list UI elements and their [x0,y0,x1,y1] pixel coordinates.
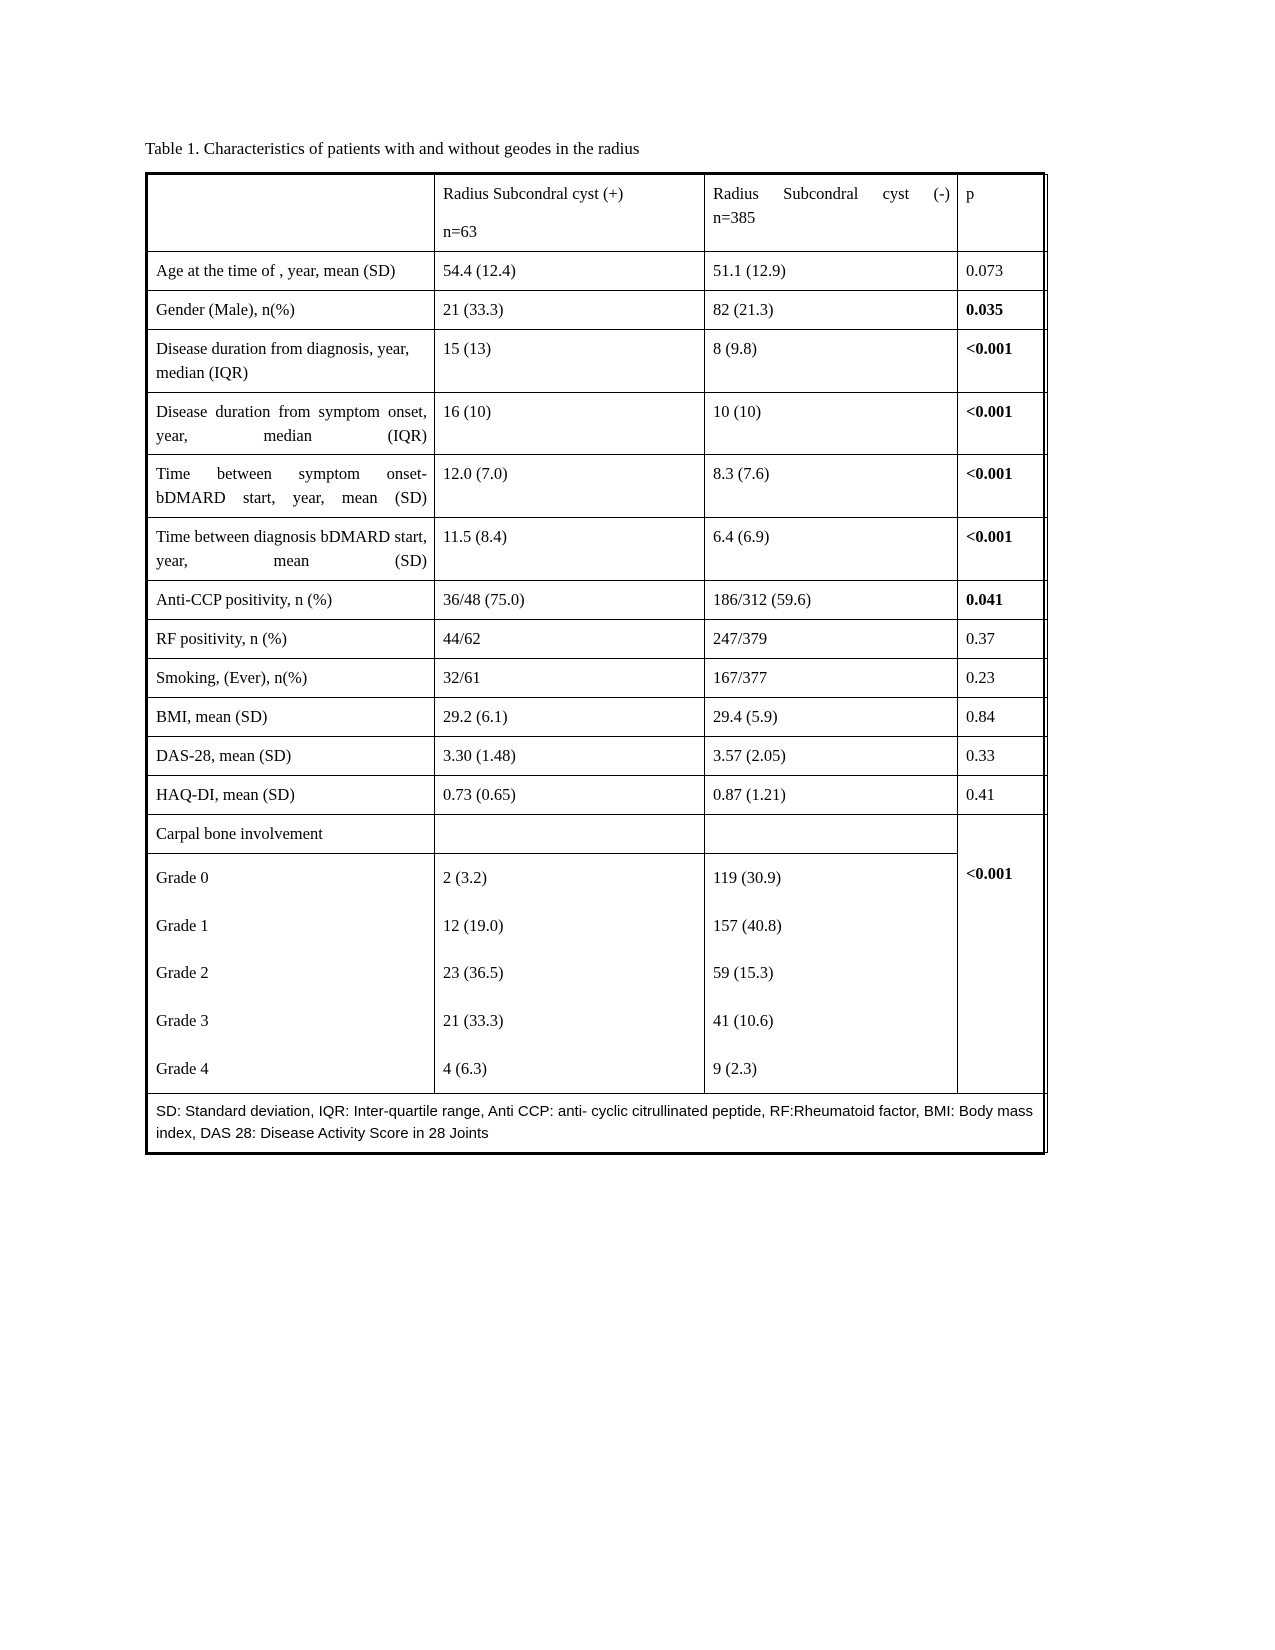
carpal-grade-neg: 9 (2.3) [705,1045,958,1093]
carpal-p-value: <0.001 [958,814,1048,1094]
cell-p-value: 0.41 [958,775,1048,814]
cell-p-value: <0.001 [958,392,1048,455]
cell-cyst-negative: 29.4 (5.9) [705,697,958,736]
table-row [148,659,1048,698]
carpal-grade-row [148,853,1048,901]
cell-cyst-positive: 16 (10) [435,392,705,455]
row-label: Smoking, (Ever), n(%) [148,659,435,698]
carpal-grade-neg: 119 (30.9) [705,853,958,901]
carpal-grade-neg: 41 (10.6) [705,997,958,1045]
carpal-grade-row [148,902,1048,950]
header-p-cell: p [958,175,1048,252]
row-label: Disease duration from symptom onset, year, median (IQR) [148,392,435,455]
table-row [148,620,1048,659]
cell-cyst-negative: 6.4 (6.9) [705,518,958,581]
cell-p-value: 0.33 [958,736,1048,775]
cell-cyst-negative: 8 (9.8) [705,329,958,392]
header-negative-count: n=385 [713,208,756,228]
cell-p-value: 0.041 [958,581,1048,620]
table-row [148,455,1048,518]
cell-p-value: 0.035 [958,290,1048,329]
cell-p-value: 0.23 [958,659,1048,698]
carpal-title-neg-blank [705,814,958,853]
cell-p-value: <0.001 [958,329,1048,392]
cell-cyst-negative: 186/312 (59.6) [705,581,958,620]
carpal-title-row [148,814,1048,853]
cell-cyst-negative: 247/379 [705,620,958,659]
cell-cyst-positive: 21 (33.3) [435,290,705,329]
table-header-row [148,175,1048,252]
carpal-grade-row [148,949,1048,997]
cell-cyst-negative: 82 (21.3) [705,290,958,329]
cell-cyst-positive: 54.4 (12.4) [435,251,705,290]
cell-cyst-negative: 3.57 (2.05) [705,736,958,775]
cell-cyst-positive: 15 (13) [435,329,705,392]
table-row [148,581,1048,620]
cell-cyst-positive: 36/48 (75.0) [435,581,705,620]
table-row [148,290,1048,329]
header-positive-label: Radius Subcondral cyst (+) [443,184,624,204]
table-row [148,775,1048,814]
carpal-grade-label: Grade 0 [148,853,435,901]
cell-cyst-positive: 3.30 (1.48) [435,736,705,775]
carpal-grade-pos: 12 (19.0) [435,902,705,950]
cell-cyst-negative: 0.87 (1.21) [705,775,958,814]
cell-cyst-positive: 32/61 [435,659,705,698]
cell-p-value: 0.84 [958,697,1048,736]
carpal-grade-row [148,1045,1048,1093]
table-row [148,329,1048,392]
header-positive-count: n=63 [443,222,478,242]
carpal-title: Carpal bone involvement [148,814,435,853]
cell-p-value: 0.073 [958,251,1048,290]
carpal-grade-pos: 21 (33.3) [435,997,705,1045]
carpal-grade-pos: 4 (6.3) [435,1045,705,1093]
carpal-title-pos-blank [435,814,705,853]
carpal-grade-row [148,997,1048,1045]
table-footnote-row [148,1094,1048,1153]
header-blank-cell [148,175,435,252]
carpal-grade-label: Grade 4 [148,1045,435,1093]
row-label: BMI, mean (SD) [148,697,435,736]
cell-cyst-positive: 12.0 (7.0) [435,455,705,518]
cell-cyst-positive: 29.2 (6.1) [435,697,705,736]
carpal-grade-pos: 23 (36.5) [435,949,705,997]
carpal-grade-neg: 59 (15.3) [705,949,958,997]
table-row [148,736,1048,775]
row-label: Gender (Male), n(%) [148,290,435,329]
characteristics-table [147,174,1048,1153]
cell-cyst-positive: 11.5 (8.4) [435,518,705,581]
cell-cyst-negative: 8.3 (7.6) [705,455,958,518]
cell-cyst-positive: 44/62 [435,620,705,659]
table-caption: Table 1. Characteristics of patients with and without geodes in the radius [145,139,640,158]
header-positive-cell [435,175,705,252]
row-label: RF positivity, n (%) [148,620,435,659]
table-border-wrapper [145,172,1045,1155]
row-label: Anti-CCP positivity, n (%) [148,581,435,620]
table-row [148,518,1048,581]
table-row [148,697,1048,736]
row-label: Disease duration from diagnosis, year, median (IQR) [148,329,435,392]
cell-cyst-negative: 51.1 (12.9) [705,251,958,290]
row-label: Time between diagnosis bDMARD start, year, mean (SD) [148,518,435,581]
row-label: Age at the time of , year, mean (SD) [148,251,435,290]
cell-p-value: <0.001 [958,455,1048,518]
cell-cyst-positive: 0.73 (0.65) [435,775,705,814]
table-row [148,392,1048,455]
document-page [145,138,1045,1155]
carpal-grade-label: Grade 2 [148,949,435,997]
cell-p-value: 0.37 [958,620,1048,659]
table-footnote: SD: Standard deviation, IQR: Inter-quartile range, Anti CCP: anti- cyclic citrullinated peptide, RF:Rheumatoid factor, BMI: Body mass index, DAS 28: Disease Activity Score in 28 Joints [148,1094,1048,1153]
carpal-grade-label: Grade 3 [148,997,435,1045]
header-negative-label: Radius Subcondral cyst (-) [713,184,950,204]
carpal-grade-neg: 157 (40.8) [705,902,958,950]
cell-cyst-negative: 167/377 [705,659,958,698]
table-row [148,251,1048,290]
carpal-grade-pos: 2 (3.2) [435,853,705,901]
row-label: DAS-28, mean (SD) [148,736,435,775]
cell-cyst-negative: 10 (10) [705,392,958,455]
row-label: Time between symptom onset-bDMARD start, year, mean (SD) [148,455,435,518]
row-label: HAQ-DI, mean (SD) [148,775,435,814]
carpal-grade-label: Grade 1 [148,902,435,950]
header-negative-cell [705,175,958,252]
cell-p-value: <0.001 [958,518,1048,581]
